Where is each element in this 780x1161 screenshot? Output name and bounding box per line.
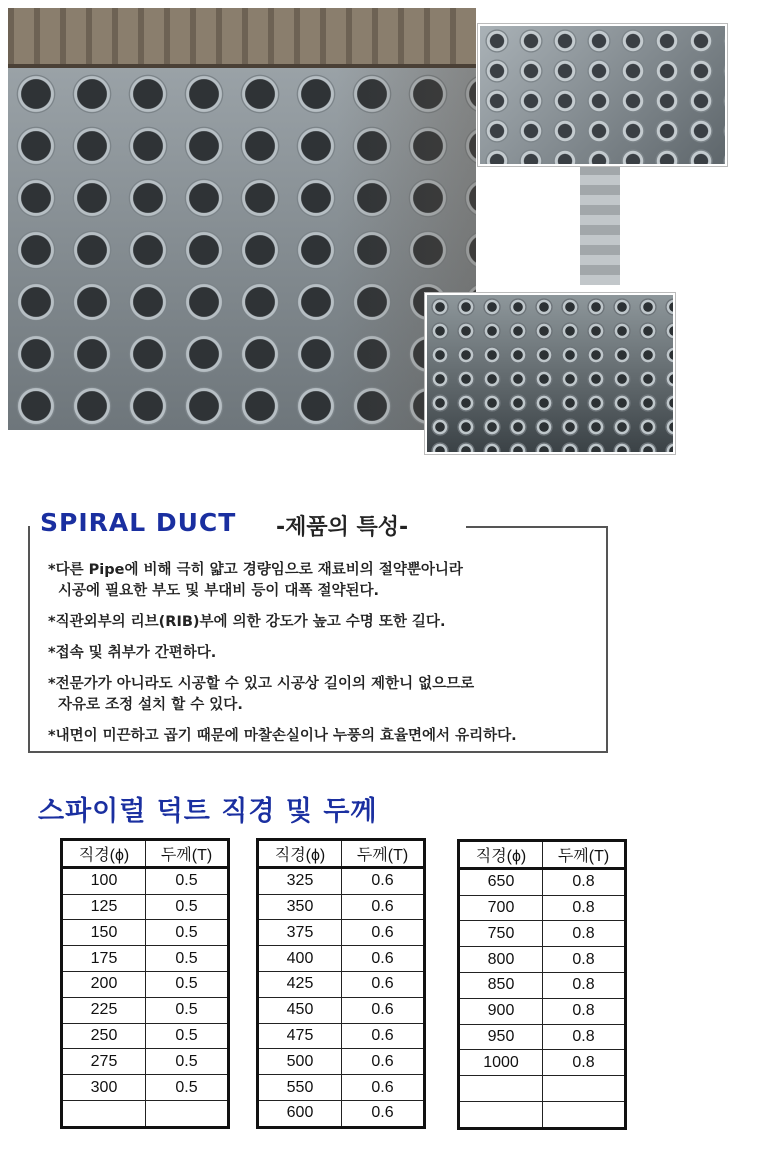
thickness-cell: 0.8: [543, 947, 626, 973]
size-table-1: [60, 838, 230, 1129]
feature-line: *전문가가 아니라도 시공할 수 있고 시공상 길이의 제한니 없으므로: [48, 676, 475, 692]
feature-item: [48, 560, 598, 602]
thickness-cell: [543, 1101, 626, 1128]
diameter-cell: 850: [459, 972, 543, 998]
table-row: [62, 1049, 229, 1075]
thickness-cell: 0.6: [342, 997, 425, 1023]
table-row: [258, 1100, 425, 1127]
table-row: [459, 1076, 626, 1102]
diameter-cell: 800: [459, 947, 543, 973]
feature-line: *직관외부의 리브(RIB)부에 의한 강도가 높고 수명 또한 길다.: [48, 614, 446, 630]
table-row: [258, 920, 425, 946]
table-row: [62, 971, 229, 997]
thickness-cell: 0.6: [342, 1049, 425, 1075]
diameter-cell: 700: [459, 895, 543, 921]
diameter-cell: 125: [62, 894, 146, 920]
spiral-duct-warehouse-photo: [8, 8, 476, 430]
table-row: [258, 894, 425, 920]
col-header-thickness: 두께(T): [543, 841, 626, 869]
thickness-cell: 0.5: [146, 1023, 229, 1049]
feature-item: [48, 612, 598, 633]
diameter-cell: 400: [258, 946, 342, 972]
feature-line: 자유로 조정 설치 할 수 있다.: [58, 697, 243, 713]
size-heading: 스파이럴 덕트 직경 및 두께: [38, 796, 378, 827]
thickness-cell: [543, 1076, 626, 1102]
table-row: [258, 867, 425, 894]
col-header-thickness: 두께(T): [342, 840, 425, 868]
diameter-cell: [459, 1101, 543, 1128]
thickness-cell: 0.6: [342, 894, 425, 920]
duct-tee-fittings-photo: [425, 293, 675, 454]
col-header-diameter: 직경(ϕ): [459, 841, 543, 869]
thickness-cell: 0.8: [543, 921, 626, 947]
table-row: [459, 1050, 626, 1076]
feature-item: [48, 674, 598, 716]
table-row: [258, 946, 425, 972]
thickness-cell: 0.8: [543, 998, 626, 1024]
feature-subtitle: -제품의 특성-: [276, 515, 409, 540]
size-table-3: [457, 839, 627, 1130]
thickness-cell: 0.5: [146, 946, 229, 972]
warehouse-roof: [8, 8, 476, 68]
thickness-cell: 0.8: [543, 1024, 626, 1050]
thickness-cell: 0.6: [342, 946, 425, 972]
diameter-cell: 300: [62, 1075, 146, 1101]
col-header-diameter: 직경(ϕ): [258, 840, 342, 868]
table-row: [62, 867, 229, 894]
table-row: [258, 997, 425, 1023]
diameter-cell: [62, 1100, 146, 1127]
table-row: [459, 868, 626, 895]
thickness-cell: 0.6: [342, 920, 425, 946]
table-header-row: [459, 841, 626, 869]
thickness-cell: 0.8: [543, 1050, 626, 1076]
table-row: [258, 1075, 425, 1101]
diameter-cell: 450: [258, 997, 342, 1023]
thickness-cell: 0.6: [342, 971, 425, 997]
feature-title: SPIRAL DUCT: [40, 508, 237, 537]
thickness-cell: 0.8: [543, 895, 626, 921]
diameter-cell: 150: [62, 920, 146, 946]
table-row: [459, 1024, 626, 1050]
table-row: [62, 920, 229, 946]
diameter-cell: 900: [459, 998, 543, 1024]
duct-pipes-side-photo: [580, 165, 620, 285]
table-row: [459, 947, 626, 973]
thickness-cell: 0.8: [543, 868, 626, 895]
diameter-cell: 325: [258, 867, 342, 894]
feature-line: 시공에 필요한 부도 및 부대비 등이 대폭 절약된다.: [58, 583, 379, 599]
table-header-row: [62, 840, 229, 868]
thickness-cell: 0.5: [146, 971, 229, 997]
col-header-diameter: 직경(ϕ): [62, 840, 146, 868]
table-row: [459, 998, 626, 1024]
table-row: [62, 1100, 229, 1127]
table-row: [62, 1023, 229, 1049]
diameter-cell: [459, 1076, 543, 1102]
diameter-cell: 350: [258, 894, 342, 920]
diameter-cell: 175: [62, 946, 146, 972]
table-row: [459, 921, 626, 947]
feature-title-rule: [466, 526, 606, 528]
thickness-cell: 0.6: [342, 1023, 425, 1049]
thickness-cell: 0.5: [146, 867, 229, 894]
table-row: [258, 1049, 425, 1075]
table-row: [62, 894, 229, 920]
table-row: [62, 997, 229, 1023]
size-table-2: [256, 838, 426, 1129]
table-row: [459, 895, 626, 921]
feature-line: *내면이 미끈하고 곱기 때문에 마찰손실이나 누풍의 효율면에서 유리하다.: [48, 728, 517, 744]
table-row: [459, 972, 626, 998]
thickness-cell: 0.6: [342, 1100, 425, 1127]
duct-fittings-photo: [478, 24, 727, 166]
diameter-cell: 500: [258, 1049, 342, 1075]
diameter-cell: 225: [62, 997, 146, 1023]
table-row: [62, 946, 229, 972]
table-row: [62, 1075, 229, 1101]
feature-list: [48, 560, 598, 757]
diameter-cell: 425: [258, 971, 342, 997]
feature-line: *접속 및 취부가 간편하다.: [48, 645, 217, 661]
feature-item: [48, 643, 598, 664]
table-row: [258, 971, 425, 997]
feature-line: *다른 Pipe에 비해 극히 얇고 경량임으로 재료비의 절약뿐아니라: [48, 562, 463, 578]
table-row: [459, 1101, 626, 1128]
thickness-cell: 0.5: [146, 1049, 229, 1075]
diameter-cell: 600: [258, 1100, 342, 1127]
diameter-cell: 200: [62, 971, 146, 997]
feature-item: [48, 726, 598, 747]
diameter-cell: 375: [258, 920, 342, 946]
diameter-cell: 950: [459, 1024, 543, 1050]
diameter-cell: 275: [62, 1049, 146, 1075]
col-header-thickness: 두께(T): [146, 840, 229, 868]
diameter-cell: 250: [62, 1023, 146, 1049]
diameter-cell: 550: [258, 1075, 342, 1101]
thickness-cell: 0.5: [146, 920, 229, 946]
diameter-cell: 475: [258, 1023, 342, 1049]
diameter-cell: 100: [62, 867, 146, 894]
thickness-cell: 0.5: [146, 997, 229, 1023]
diameter-cell: 1000: [459, 1050, 543, 1076]
thickness-cell: 0.6: [342, 867, 425, 894]
table-header-row: [258, 840, 425, 868]
thickness-cell: 0.5: [146, 1075, 229, 1101]
thickness-cell: 0.5: [146, 894, 229, 920]
thickness-cell: [146, 1100, 229, 1127]
table-row: [258, 1023, 425, 1049]
thickness-cell: 0.8: [543, 972, 626, 998]
thickness-cell: 0.6: [342, 1075, 425, 1101]
diameter-cell: 750: [459, 921, 543, 947]
diameter-cell: 650: [459, 868, 543, 895]
